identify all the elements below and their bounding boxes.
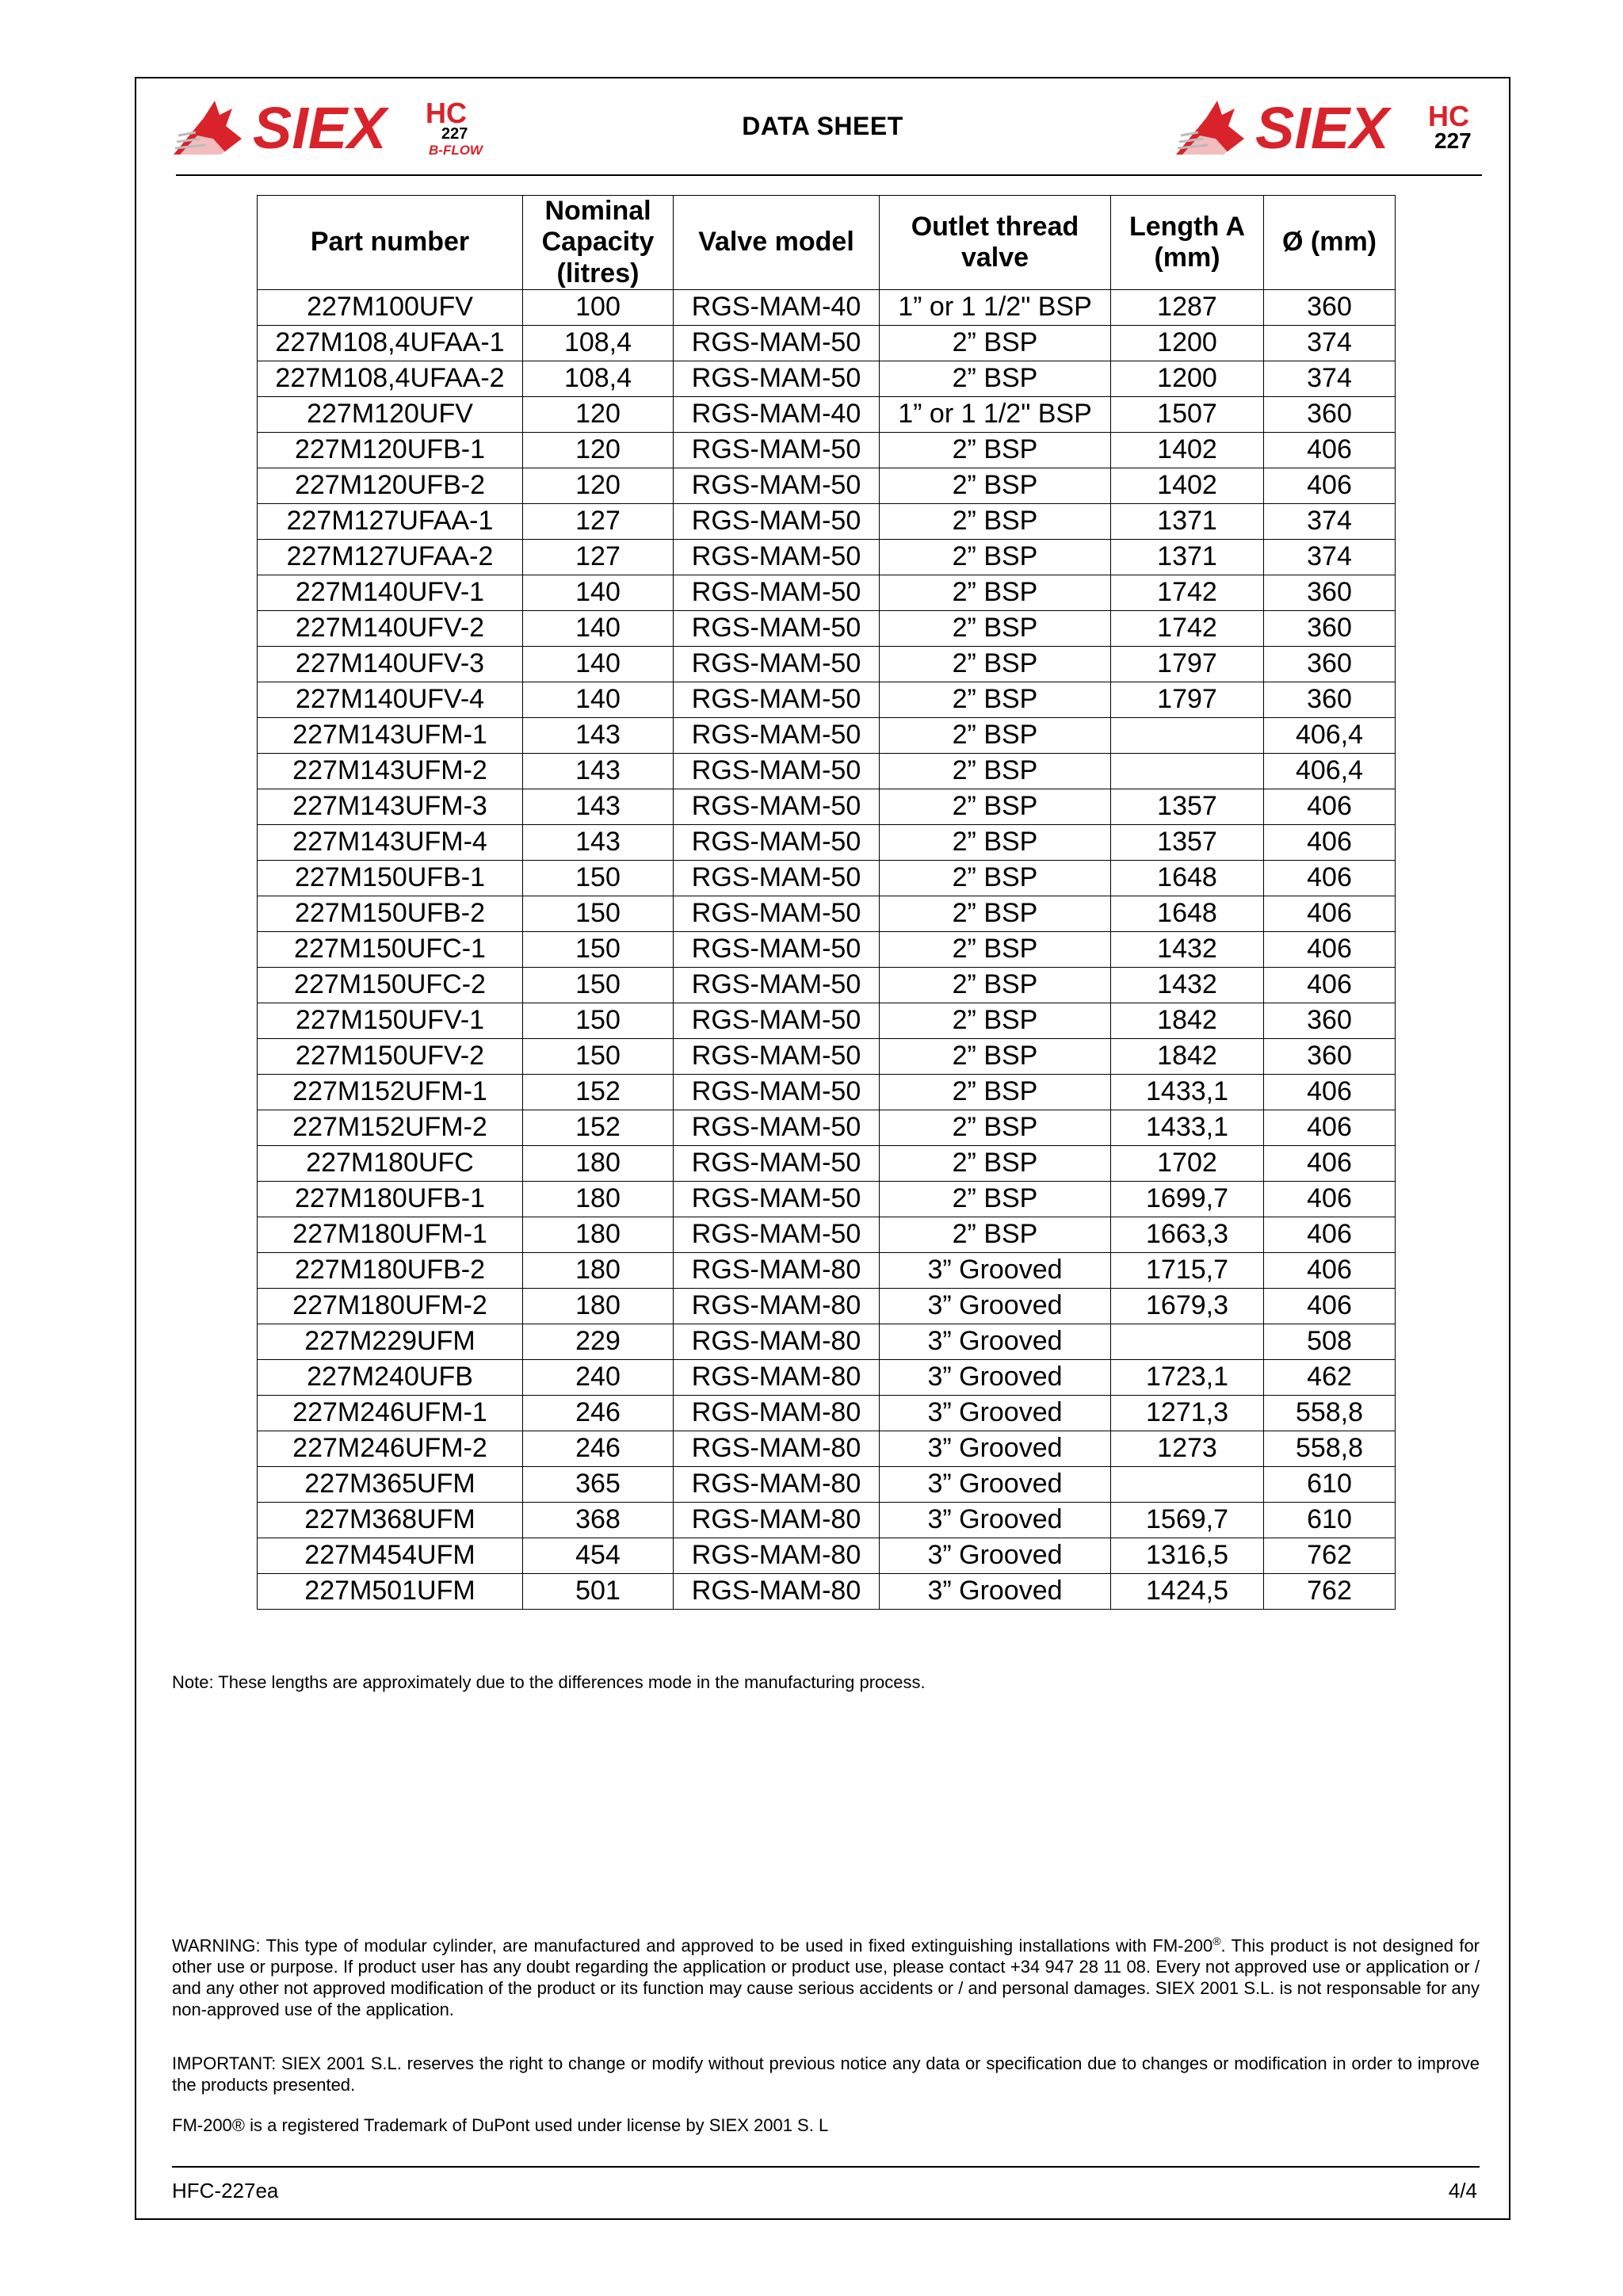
table-cell: 127: [523, 504, 674, 540]
table-cell: 1287: [1111, 290, 1264, 326]
table-cell: 558,8: [1264, 1396, 1396, 1431]
column-header: Valve model: [674, 196, 880, 290]
table-row: [258, 825, 1396, 861]
table-cell: 406: [1264, 433, 1396, 468]
table-cell: 406: [1264, 932, 1396, 968]
table-cell: RGS-MAM-50: [674, 896, 880, 932]
table-cell: 2” BSP: [880, 433, 1111, 468]
table-cell: 1271,3: [1111, 1396, 1264, 1431]
table-cell: 1357: [1111, 825, 1264, 861]
logo-model-text: 227: [1434, 128, 1472, 153]
logo-model-text: 227: [441, 125, 468, 143]
table-cell: 2” BSP: [880, 540, 1111, 575]
table-cell: RGS-MAM-50: [674, 789, 880, 825]
table-row: [258, 1182, 1396, 1217]
table-cell: RGS-MAM-50: [674, 682, 880, 718]
important-paragraph: IMPORTANT: SIEX 2001 S.L. reserves the right to change or modify without previous notice any data or specification due to changes or modification in order to improve the products presented.: [172, 2053, 1480, 2095]
table-cell: 2” BSP: [880, 754, 1111, 789]
table-cell: 120: [523, 433, 674, 468]
table-cell: 2” BSP: [880, 1146, 1111, 1182]
table-cell: 1371: [1111, 540, 1264, 575]
table-row: [258, 1360, 1396, 1396]
table-cell: 2” BSP: [880, 825, 1111, 861]
table-cell: 762: [1264, 1574, 1396, 1610]
document-title: DATA SHEET: [742, 112, 903, 140]
table-cell: 227M150UFC-1: [258, 932, 523, 968]
table-row: [258, 1324, 1396, 1360]
table-cell: 2” BSP: [880, 1075, 1111, 1110]
table-cell: RGS-MAM-50: [674, 932, 880, 968]
table-row: [258, 361, 1396, 397]
table-cell: 227M180UFB-1: [258, 1182, 523, 1217]
table-cell: 360: [1264, 1003, 1396, 1039]
table-cell: RGS-MAM-50: [674, 1217, 880, 1253]
table-cell: 227M501UFM: [258, 1574, 523, 1610]
table-cell: RGS-MAM-80: [674, 1289, 880, 1324]
table-cell: 1648: [1111, 861, 1264, 896]
table-cell: RGS-MAM-50: [674, 1146, 880, 1182]
table-cell: 227M454UFM: [258, 1538, 523, 1574]
table-cell: 1424,5: [1111, 1574, 1264, 1610]
table-cell: 227M152UFM-2: [258, 1110, 523, 1146]
table-body: [258, 290, 1396, 1610]
table-cell: RGS-MAM-50: [674, 468, 880, 504]
table-cell: 227M140UFV-4: [258, 682, 523, 718]
table-row: [258, 611, 1396, 647]
table-cell: 227M180UFB-2: [258, 1253, 523, 1289]
siex-logo-right: [1176, 94, 1493, 158]
table-cell: 1797: [1111, 682, 1264, 718]
table-row: [258, 1253, 1396, 1289]
table-row: [258, 504, 1396, 540]
table-cell: 610: [1264, 1467, 1396, 1503]
table-cell: 1432: [1111, 932, 1264, 968]
table-cell: 127: [523, 540, 674, 575]
footer-rule: [172, 2166, 1480, 2168]
table-cell: 1702: [1111, 1146, 1264, 1182]
footer-page-number: 4/4: [1448, 2179, 1477, 2202]
table-cell: 143: [523, 825, 674, 861]
table-row: [258, 861, 1396, 896]
table-cell: 1507: [1111, 397, 1264, 433]
table-cell: 2” BSP: [880, 968, 1111, 1003]
table-cell: RGS-MAM-50: [674, 1003, 880, 1039]
table-cell: 406: [1264, 1182, 1396, 1217]
table-cell: 152: [523, 1075, 674, 1110]
table-row: [258, 290, 1396, 326]
warning-paragraph: [172, 1931, 1480, 2020]
table-cell: 1273: [1111, 1431, 1264, 1467]
table-cell: 227M240UFB: [258, 1360, 523, 1396]
table-cell: 360: [1264, 682, 1396, 718]
table-cell: 150: [523, 1039, 674, 1075]
table-cell: 3” Grooved: [880, 1360, 1111, 1396]
table-cell: 150: [523, 896, 674, 932]
table-row: [258, 468, 1396, 504]
table-cell: 227M100UFV: [258, 290, 523, 326]
logo-sub-text: B-FLOW: [429, 143, 483, 158]
table-cell: 360: [1264, 575, 1396, 611]
page-frame: [135, 77, 1510, 2220]
table-header: [258, 196, 1396, 290]
table-cell: 227M180UFC: [258, 1146, 523, 1182]
table-cell: 406: [1264, 825, 1396, 861]
table-row: [258, 1467, 1396, 1503]
table-row: [258, 1110, 1396, 1146]
table-cell: 246: [523, 1431, 674, 1467]
table-cell: 1742: [1111, 575, 1264, 611]
table-cell: 1699,7: [1111, 1182, 1264, 1217]
table-cell: RGS-MAM-50: [674, 504, 880, 540]
table-cell: 152: [523, 1110, 674, 1146]
table-cell: 1742: [1111, 611, 1264, 647]
table-cell: 227M150UFB-2: [258, 896, 523, 932]
table-cell: 365: [523, 1467, 674, 1503]
table-cell: 360: [1264, 1039, 1396, 1075]
table-cell: 120: [523, 468, 674, 504]
table-cell: 2” BSP: [880, 611, 1111, 647]
table-cell: RGS-MAM-80: [674, 1503, 880, 1538]
table-cell: 2” BSP: [880, 1110, 1111, 1146]
table-cell: 406: [1264, 1217, 1396, 1253]
table-row: [258, 1003, 1396, 1039]
table-cell: RGS-MAM-80: [674, 1538, 880, 1574]
table-cell: 3” Grooved: [880, 1324, 1111, 1360]
flame-mark-icon: [1176, 101, 1244, 155]
table-cell: RGS-MAM-80: [674, 1431, 880, 1467]
table-cell: 406,4: [1264, 754, 1396, 789]
logo-badge-text: HC: [1428, 100, 1469, 132]
table-cell: 227M143UFM-3: [258, 789, 523, 825]
table-row: [258, 433, 1396, 468]
trademark-paragraph: FM-200® is a registered Trademark of DuPont used under license by SIEX 2001 S. L: [172, 2115, 829, 2135]
table-cell: 180: [523, 1217, 674, 1253]
table-cell: 406: [1264, 968, 1396, 1003]
table-cell: 1723,1: [1111, 1360, 1264, 1396]
table-cell: 227M140UFV-3: [258, 647, 523, 682]
table-cell: 2” BSP: [880, 1217, 1111, 1253]
table-cell: 2” BSP: [880, 468, 1111, 504]
table-cell: 3” Grooved: [880, 1431, 1111, 1467]
table-cell: RGS-MAM-50: [674, 825, 880, 861]
table-cell: 374: [1264, 504, 1396, 540]
table-cell: 227M150UFC-2: [258, 968, 523, 1003]
table-cell: RGS-MAM-50: [674, 1182, 880, 1217]
table-cell: 2” BSP: [880, 932, 1111, 968]
table-cell: RGS-MAM-50: [674, 718, 880, 754]
table-cell: RGS-MAM-80: [674, 1253, 880, 1289]
table-cell: 227M140UFV-1: [258, 575, 523, 611]
table-cell: RGS-MAM-50: [674, 575, 880, 611]
table-cell: 150: [523, 1003, 674, 1039]
table-cell: RGS-MAM-80: [674, 1574, 880, 1610]
table-row: [258, 326, 1396, 361]
table-cell: 406: [1264, 468, 1396, 504]
table-cell: 108,4: [523, 326, 674, 361]
table-row: [258, 682, 1396, 718]
table-cell: RGS-MAM-50: [674, 1039, 880, 1075]
table-cell: 1433,1: [1111, 1110, 1264, 1146]
table-cell: 3” Grooved: [880, 1467, 1111, 1503]
table-cell: 360: [1264, 397, 1396, 433]
table-cell: RGS-MAM-50: [674, 1075, 880, 1110]
table-cell: 140: [523, 575, 674, 611]
table-cell: 368: [523, 1503, 674, 1538]
table-cell: 1357: [1111, 789, 1264, 825]
table-cell: RGS-MAM-50: [674, 361, 880, 397]
table-cell: 227M150UFB-1: [258, 861, 523, 896]
table-row: [258, 718, 1396, 754]
table-cell: 229: [523, 1324, 674, 1360]
table-cell: 2” BSP: [880, 647, 1111, 682]
table-cell: 140: [523, 611, 674, 647]
table-cell: 227M150UFV-2: [258, 1039, 523, 1075]
table-cell: RGS-MAM-50: [674, 754, 880, 789]
table-cell: 3” Grooved: [880, 1253, 1111, 1289]
table-cell: 558,8: [1264, 1431, 1396, 1467]
table-cell: 227M108,4UFAA-2: [258, 361, 523, 397]
logo-brand-text: SIEX: [253, 95, 387, 158]
table-cell: 3” Grooved: [880, 1289, 1111, 1324]
warning-text-start: WARNING: This type of modular cylinder, are manufactured and approved to be used in fixed extinguishing installations with FM-200: [172, 1935, 1213, 1956]
table-cell: 406: [1264, 861, 1396, 896]
registered-mark: ®: [1212, 1935, 1221, 1947]
table-cell: 1715,7: [1111, 1253, 1264, 1289]
table-cell: 227M180UFM-1: [258, 1217, 523, 1253]
table-cell: RGS-MAM-80: [674, 1467, 880, 1503]
table-cell: 227M246UFM-2: [258, 1431, 523, 1467]
table-row: [258, 647, 1396, 682]
table-cell: 1200: [1111, 361, 1264, 397]
table-cell: 143: [523, 718, 674, 754]
table-cell: 227M143UFM-1: [258, 718, 523, 754]
table-cell: 2” BSP: [880, 326, 1111, 361]
table-cell: 227M143UFM-2: [258, 754, 523, 789]
table-row: [258, 1503, 1396, 1538]
table-cell: 462: [1264, 1360, 1396, 1396]
table-cell: 2” BSP: [880, 1182, 1111, 1217]
table-cell: 150: [523, 932, 674, 968]
table-cell: 1371: [1111, 504, 1264, 540]
table-cell: 150: [523, 968, 674, 1003]
table-row: [258, 1574, 1396, 1610]
table-cell: 1432: [1111, 968, 1264, 1003]
table-cell: 227M127UFAA-2: [258, 540, 523, 575]
table-row: [258, 1217, 1396, 1253]
table-cell: 227M120UFB-1: [258, 433, 523, 468]
table-cell: 227M143UFM-4: [258, 825, 523, 861]
table-cell: 3” Grooved: [880, 1538, 1111, 1574]
table-cell: 406: [1264, 1253, 1396, 1289]
table-cell: 508: [1264, 1324, 1396, 1360]
table-row: [258, 789, 1396, 825]
table-cell: 180: [523, 1146, 674, 1182]
table-cell: 360: [1264, 611, 1396, 647]
table-cell: 180: [523, 1182, 674, 1217]
column-header: Nominal Capacity (litres): [523, 196, 674, 290]
note-text: Note: These lengths are approximately due to the differences mode in the manufacturing process.: [172, 1672, 926, 1692]
table-cell: 143: [523, 754, 674, 789]
table-cell: 227M120UFB-2: [258, 468, 523, 504]
table-row: [258, 968, 1396, 1003]
table-cell: 227M120UFV: [258, 397, 523, 433]
table-cell: 2” BSP: [880, 1003, 1111, 1039]
table-cell: 610: [1264, 1503, 1396, 1538]
table-cell: 2” BSP: [880, 682, 1111, 718]
table-cell: 1648: [1111, 896, 1264, 932]
table-cell: 406,4: [1264, 718, 1396, 754]
table-cell: 454: [523, 1538, 674, 1574]
table-cell: RGS-MAM-50: [674, 861, 880, 896]
table-cell: 227M368UFM: [258, 1503, 523, 1538]
table-row: [258, 397, 1396, 433]
table-cell: 1402: [1111, 433, 1264, 468]
table-cell: 374: [1264, 326, 1396, 361]
column-header: Ø (mm): [1264, 196, 1396, 290]
table-cell: 1842: [1111, 1003, 1264, 1039]
table-cell: 227M152UFM-1: [258, 1075, 523, 1110]
table-cell: 406: [1264, 1075, 1396, 1110]
column-header: Part number: [258, 196, 523, 290]
table-cell: 2” BSP: [880, 861, 1111, 896]
table-cell: 3” Grooved: [880, 1503, 1111, 1538]
table-cell: 227M140UFV-2: [258, 611, 523, 647]
table-cell: 1” or 1 1/2" BSP: [880, 290, 1111, 326]
table-row: [258, 1146, 1396, 1182]
table-cell: 227M150UFV-1: [258, 1003, 523, 1039]
table-row: [258, 575, 1396, 611]
table-cell: 120: [523, 397, 674, 433]
table-cell: 140: [523, 647, 674, 682]
footer-document-code: HFC-227ea: [172, 2179, 279, 2202]
table-cell: [1111, 1467, 1264, 1503]
table-cell: 227M180UFM-2: [258, 1289, 523, 1324]
table-cell: 406: [1264, 789, 1396, 825]
header-rule: [176, 174, 1482, 176]
table-cell: 150: [523, 861, 674, 896]
table-row: [258, 1075, 1396, 1110]
column-header: Outlet thread valve: [880, 196, 1111, 290]
table-cell: 227M365UFM: [258, 1467, 523, 1503]
table-cell: 1842: [1111, 1039, 1264, 1075]
table-row: [258, 896, 1396, 932]
table-row: [258, 1538, 1396, 1574]
logo-brand-text: SIEX: [1255, 95, 1389, 158]
table-cell: 374: [1264, 361, 1396, 397]
table-cell: 143: [523, 789, 674, 825]
table-cell: [1111, 1324, 1264, 1360]
table-cell: RGS-MAM-80: [674, 1360, 880, 1396]
table-cell: 374: [1264, 540, 1396, 575]
table-cell: RGS-MAM-50: [674, 326, 880, 361]
table-row: [258, 1039, 1396, 1075]
table-cell: [1111, 754, 1264, 789]
table-row: [258, 754, 1396, 789]
table-cell: 360: [1264, 647, 1396, 682]
table-cell: 406: [1264, 1289, 1396, 1324]
table-cell: 360: [1264, 290, 1396, 326]
table-cell: 501: [523, 1574, 674, 1610]
table-cell: 180: [523, 1253, 674, 1289]
table-cell: RGS-MAM-80: [674, 1396, 880, 1431]
table-cell: 1569,7: [1111, 1503, 1264, 1538]
table-cell: 3” Grooved: [880, 1574, 1111, 1610]
table-cell: 1433,1: [1111, 1075, 1264, 1110]
table-cell: [1111, 718, 1264, 754]
table-cell: RGS-MAM-50: [674, 540, 880, 575]
table-cell: 406: [1264, 896, 1396, 932]
table-cell: 1663,3: [1111, 1217, 1264, 1253]
header: [136, 78, 1509, 178]
table-cell: 108,4: [523, 361, 674, 397]
table-cell: RGS-MAM-40: [674, 397, 880, 433]
logo-badge-text: HC: [426, 97, 467, 129]
table-cell: 1402: [1111, 468, 1264, 504]
table-cell: RGS-MAM-80: [674, 1324, 880, 1360]
warning-text-end: . This product is not designed for other use or purpose. If product user has any doubt regarding the application or product use, please contact +34 947 28 11 08. Every not approved use or application or / and any other not approved modification of the product or its function may cause serious accidents or / and personal damages. SIEX 2001 S.L. is not responsable for any non-approved use of the application.: [172, 1935, 1480, 2020]
table-cell: 140: [523, 682, 674, 718]
table-cell: 406: [1264, 1146, 1396, 1182]
table-cell: RGS-MAM-40: [674, 290, 880, 326]
table-cell: 227M229UFM: [258, 1324, 523, 1360]
table-row: [258, 540, 1396, 575]
table-cell: 227M127UFAA-1: [258, 504, 523, 540]
table-cell: 406: [1264, 1110, 1396, 1146]
table-cell: 2” BSP: [880, 1039, 1111, 1075]
table-cell: RGS-MAM-50: [674, 611, 880, 647]
table-row: [258, 1289, 1396, 1324]
table-row: [258, 1396, 1396, 1431]
table-cell: 762: [1264, 1538, 1396, 1574]
table-cell: 2” BSP: [880, 718, 1111, 754]
table-header-row: [258, 196, 1396, 290]
table-cell: 1679,3: [1111, 1289, 1264, 1324]
table-cell: 227M246UFM-1: [258, 1396, 523, 1431]
table-cell: 2” BSP: [880, 896, 1111, 932]
table-cell: 1797: [1111, 647, 1264, 682]
column-header: Length A (mm): [1111, 196, 1264, 290]
table-cell: 227M108,4UFAA-1: [258, 326, 523, 361]
table-cell: 1200: [1111, 326, 1264, 361]
table-cell: 240: [523, 1360, 674, 1396]
table-cell: 246: [523, 1396, 674, 1431]
table-cell: 2” BSP: [880, 361, 1111, 397]
table-cell: 180: [523, 1289, 674, 1324]
table-cell: 2” BSP: [880, 789, 1111, 825]
table-cell: RGS-MAM-50: [674, 1110, 880, 1146]
table-cell: 2” BSP: [880, 575, 1111, 611]
table-row: [258, 1431, 1396, 1467]
table-row: [258, 932, 1396, 968]
table-cell: RGS-MAM-50: [674, 647, 880, 682]
table-cell: 100: [523, 290, 674, 326]
table-cell: 1” or 1 1/2" BSP: [880, 397, 1111, 433]
table-cell: 3” Grooved: [880, 1396, 1111, 1431]
table-cell: 1316,5: [1111, 1538, 1264, 1574]
table-cell: RGS-MAM-50: [674, 433, 880, 468]
table-cell: RGS-MAM-50: [674, 968, 880, 1003]
table-cell: 2” BSP: [880, 504, 1111, 540]
cylinder-data-table: [257, 195, 1396, 1610]
